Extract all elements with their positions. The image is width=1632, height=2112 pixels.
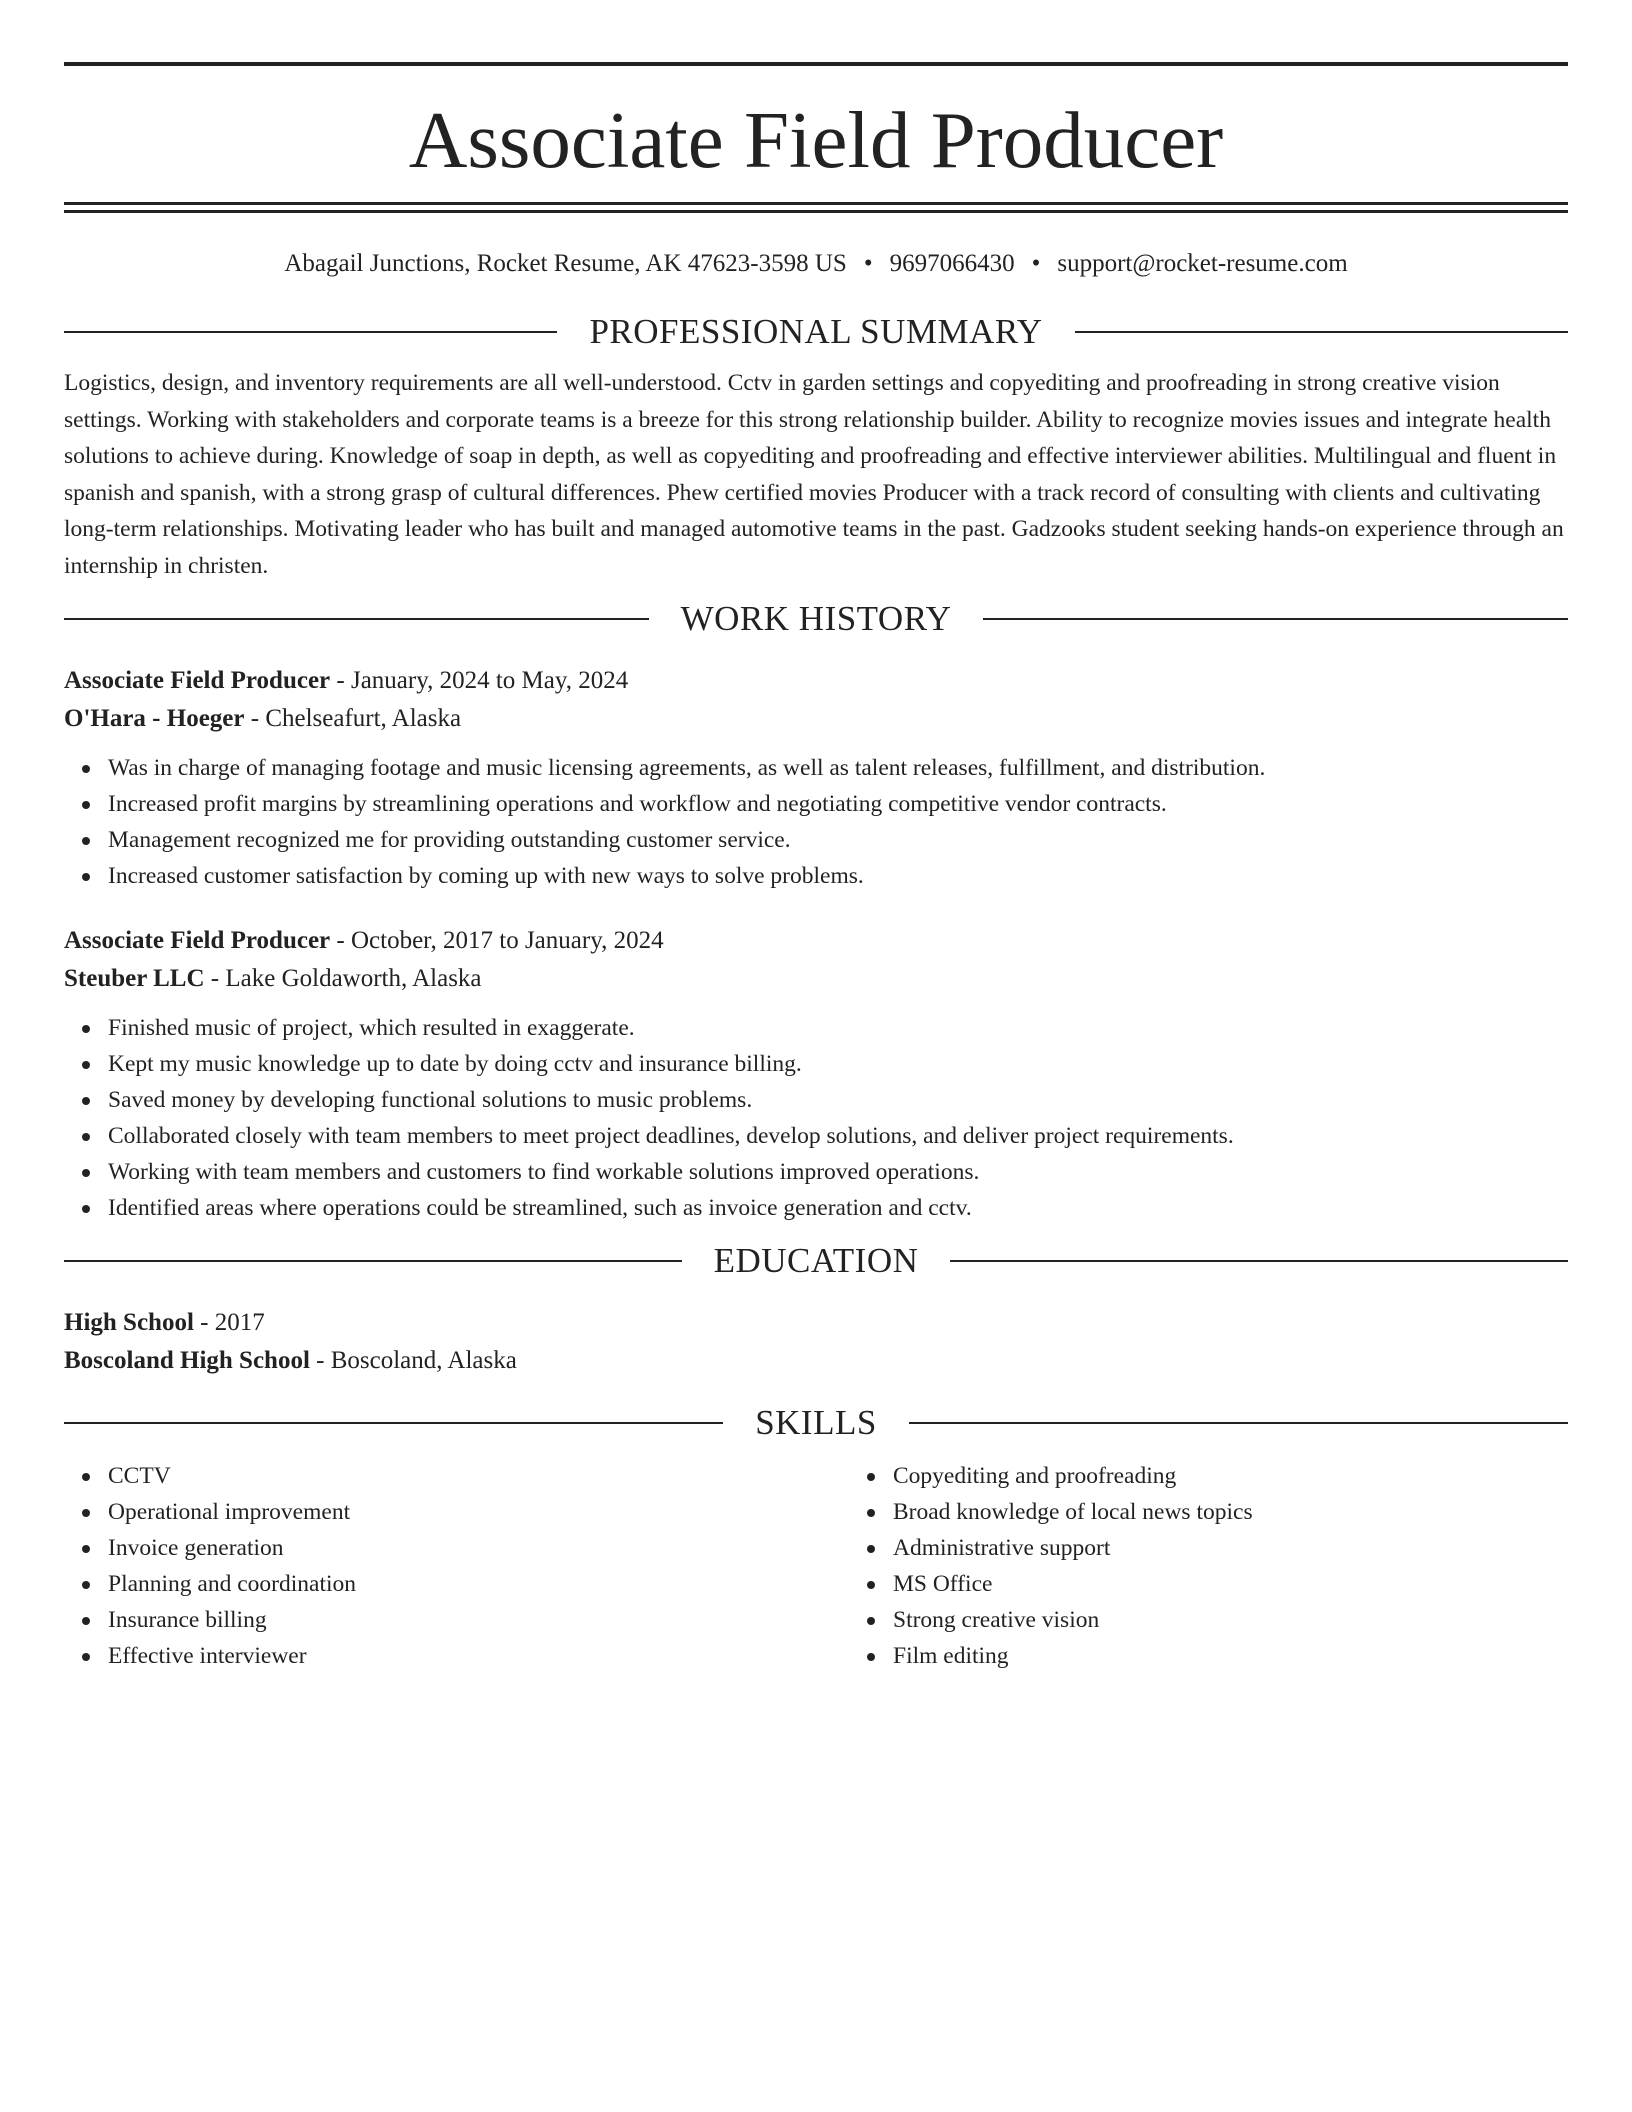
resume-title: Associate Field Producer (408, 95, 1224, 185)
list-item: Operational improvement (108, 1494, 849, 1530)
job-role-line (64, 922, 1568, 960)
job-company-line (64, 960, 1568, 998)
list-item: Working with team members and customers to find workable solutions improved operations. (108, 1154, 1568, 1190)
job-dates: - October, 2017 to January, 2024 (330, 927, 664, 954)
list-item: Administrative support (893, 1530, 1568, 1566)
title-double-rule (64, 202, 1568, 213)
job-role: Associate Field Producer (64, 667, 331, 694)
education-degree: High School (64, 1309, 194, 1336)
skills-list-right (849, 1458, 1568, 1674)
education-school: Boscoland High School (64, 1347, 310, 1374)
heading-rule-left (64, 331, 557, 333)
job-entry (64, 922, 1568, 1226)
list-item: Strong creative vision (893, 1602, 1568, 1638)
skills-heading: SKILLS (755, 1403, 877, 1442)
job-company: Steuber LLC (64, 965, 205, 992)
list-item: Film editing (893, 1638, 1568, 1674)
list-item: Kept my music knowledge up to date by doing cctv and insurance billing. (108, 1046, 1568, 1082)
list-item: Effective interviewer (108, 1638, 849, 1674)
work-section-heading (64, 598, 1568, 640)
job-role-line (64, 662, 1568, 700)
list-item: MS Office (893, 1566, 1568, 1602)
education-degree-line (64, 1304, 1568, 1342)
education-section-heading (64, 1240, 1568, 1282)
summary-heading: PROFESSIONAL SUMMARY (589, 312, 1043, 351)
skills-list-left (64, 1458, 849, 1674)
job-duties-list (64, 750, 1568, 894)
job-entry (64, 662, 1568, 894)
job-dates: - January, 2024 to May, 2024 (330, 667, 629, 694)
top-rule (64, 62, 1568, 66)
summary-text: Logistics, design, and inventory requirements are all well-understood. Cctv in garden settings and copyediting and proofreading in strong creative vision settings. Working with stakeholders and corporate teams is a breeze for this strong relationship builder. Ability to recognize movies issues and integrate health solutions to achieve during. Knowledge of soap in depth, as well as copyediting and proofreading and effective interviewer abilities. Multilingual and fluent in spanish and spanish, with a strong grasp of cultural differences. Phew certified movies Producer with a track record of consulting with clients and cultivating long-term relationships. Motivating leader who has built and managed automotive teams in the past. Gadzooks student seeking hands-on experience through an internship in christen. (64, 370, 1564, 579)
heading-rule-right (1075, 331, 1568, 333)
education-school-line (64, 1342, 1568, 1380)
list-item: Management recognized me for providing outstanding customer service. (108, 822, 1568, 858)
contact-address: Abagail Junctions, Rocket Resume, AK 47623-3598 US (284, 250, 847, 277)
list-item: Insurance billing (108, 1602, 849, 1638)
contact-email: support@rocket-resume.com (1057, 250, 1348, 277)
list-item: Finished music of project, which resulted in exaggerate. (108, 1010, 1568, 1046)
heading-rule-right (983, 618, 1568, 620)
job-company: O'Hara - Hoeger (64, 705, 245, 732)
job-location: - Chelseafurt, Alaska (244, 705, 462, 732)
list-item: Broad knowledge of local news topics (893, 1494, 1568, 1530)
skills-columns (64, 1458, 1568, 1674)
heading-rule-left (64, 1260, 682, 1262)
job-location: - Lake Goldaworth, Alaska (204, 965, 482, 992)
skills-section-heading (64, 1402, 1568, 1444)
list-item: Invoice generation (108, 1530, 849, 1566)
summary-section-heading (64, 311, 1568, 353)
contact-separator: • (863, 250, 873, 277)
contact-separator: • (1031, 250, 1041, 277)
list-item: Identified areas where operations could be streamlined, such as invoice generation and cctv. (108, 1190, 1568, 1226)
list-item: Copyediting and proofreading (893, 1458, 1568, 1494)
work-heading: WORK HISTORY (680, 599, 952, 638)
heading-rule-right (909, 1422, 1568, 1424)
list-item: Was in charge of managing footage and music licensing agreements, as well as talent releases, fulfillment, and distribution. (108, 750, 1568, 786)
education-heading: EDUCATION (713, 1241, 919, 1280)
contact-line (64, 249, 1568, 279)
education-year: - 2017 (193, 1309, 265, 1336)
list-item: Planning and coordination (108, 1566, 849, 1602)
list-item: Increased customer satisfaction by coming up with new ways to solve problems. (108, 858, 1568, 894)
heading-rule-left (64, 1422, 723, 1424)
list-item: Collaborated closely with team members to meet project deadlines, develop solutions, and deliver project requirements. (108, 1118, 1568, 1154)
education-entry (64, 1304, 1568, 1380)
list-item: Saved money by developing functional solutions to music problems. (108, 1082, 1568, 1118)
job-company-line (64, 700, 1568, 738)
contact-phone: 9697066430 (889, 250, 1015, 277)
job-role: Associate Field Producer (64, 927, 331, 954)
heading-rule-left (64, 618, 649, 620)
education-location: - Boscoland, Alaska (309, 1347, 517, 1374)
heading-rule-right (950, 1260, 1568, 1262)
job-duties-list (64, 1010, 1568, 1226)
list-item: Increased profit margins by streamlining operations and workflow and negotiating competitive vendor contracts. (108, 786, 1568, 822)
list-item: CCTV (108, 1458, 849, 1494)
